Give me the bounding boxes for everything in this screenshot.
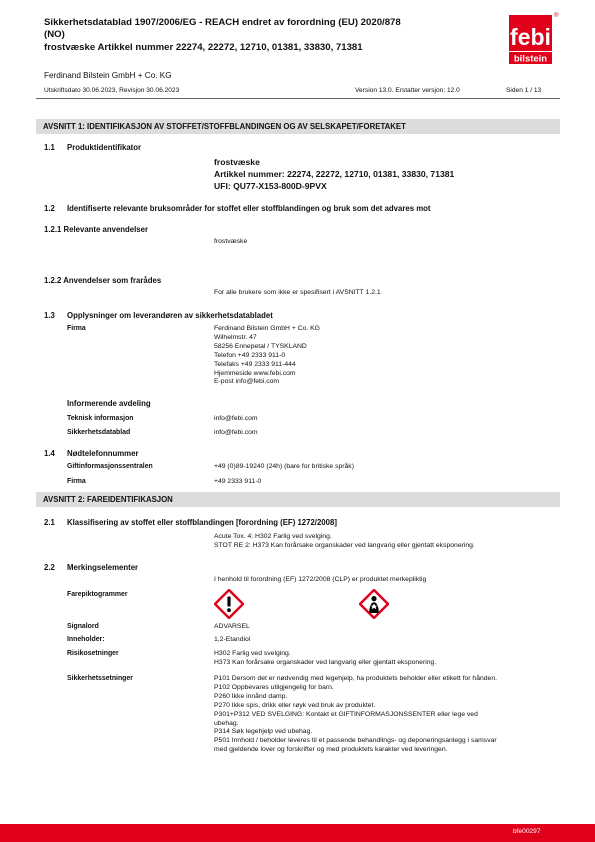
firma-address: Ferdinand Bilstein GmbH + Co. KG Wilhelmstr. 47 58256 Ennepetal / TYSKLAND Telefon +49 2333 911-0 Telefaks +49 2333 911-444 Hjemmeside www.febi.com E-post info@febi.com	[214, 325, 320, 386]
info-dept-title: Informerende avdeling	[67, 399, 151, 408]
s2-2-number: 2.2	[44, 563, 55, 572]
s1-1-number: 1.1	[44, 143, 55, 152]
pictograms-label: Farepiktogrammer	[67, 591, 128, 598]
s1-4-number: 1.4	[44, 449, 55, 458]
product-name: frostvæske	[214, 157, 260, 167]
logo-text: febi	[510, 24, 551, 50]
tech-info-label: Teknisk informasjon	[67, 415, 134, 422]
s1-3-title: Opplysninger om leverandøren av sikkerhetsdatabladet	[67, 311, 273, 320]
precautionary-statements-label: Sikkerhetssetninger	[67, 675, 133, 682]
s1-1-title: Produktidentifikator	[67, 143, 142, 152]
article-numbers: Artikkel nummer: 22274, 22272, 12710, 01381, 33830, 71381	[214, 169, 455, 179]
section2-heading: AVSNITT 2: FAREIDENTIFIKASJON	[36, 492, 560, 507]
signal-word-value: ADVARSEL	[214, 623, 250, 630]
document-code: bfe00297	[513, 828, 541, 835]
s2-1-title: Klassifisering av stoffet eller stoffblandingen [forordning (EF) 1272/2008]	[67, 518, 337, 527]
febi-logo	[509, 15, 552, 64]
section1-heading: AVSNITT 1: IDENTIFIKASJON AV STOFFET/STOFFBLANDINGEN OG AV SELSKAPET/FORETAKET	[36, 119, 560, 134]
ufi-code: UFI: QU77-X153-800D-9PVX	[214, 181, 327, 191]
document-title-line1: Sikkerhetsdatablad 1907/2006/EG - REACH endret av forordning (EU) 2020/878	[44, 17, 401, 28]
s2-2-title: Merkingselementer	[67, 563, 139, 572]
health-hazard-pictogram-icon	[359, 589, 389, 619]
s1-4-title: Nødtelefonnummer	[67, 449, 139, 458]
print-date: Utskriftsdato 30.06.2023, Revisjon 30.06.2023	[44, 87, 180, 94]
classification-text: Acute Tox. 4: H302 Farlig ved svelging. STOT RE 2: H373 Kan forårsake organskader ved langvarig eller gjentatt eksponering.	[214, 533, 475, 549]
hazard-statements: H302 Farlig ved svelging. H373 Kan forårsake organskader ved langvarig eller gjentatt eksponering.	[214, 650, 437, 666]
poison-center-label: Giftinformasjonssentralen	[67, 463, 153, 470]
sds-email: info@febi.com	[214, 429, 258, 436]
precautionary-statements: P101 Dersom det er nødvendig med legehjelp, ha produktets beholder eller etikett for hånden. P102 Oppbevares utilgjengelig for barn. P260 Ikke innånd damp. P270 Ikke spis, drikk eller røyk ved bruk av produktet. P301+P312 VED SVELGING: Kontakt et GIFTINFORMASJONSSENTER eller lege ved ubehag. P314 Søk legehjelp ved ubehag. P501 Innhold / beholder leveres til et passende behandlings- og deponeringsanlegg i samsvar med gjeldende lover og forskrifter og med produktets karakter ved leveringen.	[214, 675, 498, 754]
page-number: Siden 1 / 13	[506, 87, 542, 94]
s1-3-number: 1.3	[44, 311, 55, 320]
discouraged-use: For alle brukere som ikke er spesifisert i AVSNITT 1.2.1	[214, 289, 381, 296]
document-title-line3: frostvæske Artikkel nummer 22274, 22272, 12710, 01381, 33830, 71381	[44, 42, 363, 53]
version-info: Version 13.0. Erstatter versjon: 12.0	[355, 87, 460, 94]
hazard-statements-label: Risikosetninger	[67, 650, 119, 657]
relevant-use: frostvæske	[214, 238, 248, 245]
s1-2-1-title: 1.2.1 Relevante anvendelser	[44, 225, 149, 234]
tech-info-email: info@febi.com	[214, 415, 258, 422]
sds-label: Sikkerhetsdatablad	[67, 429, 131, 436]
firma-label: Firma	[67, 325, 86, 332]
footer-bar	[0, 824, 595, 842]
poison-center-phone: +49 (0)89-19240 (24h) (bare for britiske språk)	[214, 463, 354, 470]
signal-word-label: Signalord	[67, 623, 99, 630]
s2-1-number: 2.1	[44, 518, 55, 527]
header-divider	[36, 98, 560, 99]
document-title-line2: (NO)	[44, 29, 65, 40]
company-name: Ferdinand Bilstein GmbH + Co. KG	[44, 71, 172, 80]
s1-2-2-title: 1.2.2 Anvendelser som frarådes	[44, 276, 162, 285]
registered-mark: ®	[554, 13, 559, 19]
s1-2-number: 1.2	[44, 204, 55, 213]
labelling-note: I henhold til forordning (EF) 1272/2008 (CLP) er produktet merkepliktig	[214, 576, 427, 583]
firma-phone-label: Firma	[67, 478, 86, 485]
s1-2-title: Identifiserte relevante bruksområder for stoffet eller stoffblandingen og bruk som det advares mot	[67, 204, 431, 213]
contains-label: Inneholder:	[67, 636, 105, 643]
exclamation-mark-pictogram-icon	[214, 589, 244, 619]
firma-phone: +49 2333 911-0	[214, 478, 262, 485]
contains-value: 1,2-Etandiol	[214, 636, 251, 643]
logo-subtext: bilstein	[513, 53, 548, 64]
